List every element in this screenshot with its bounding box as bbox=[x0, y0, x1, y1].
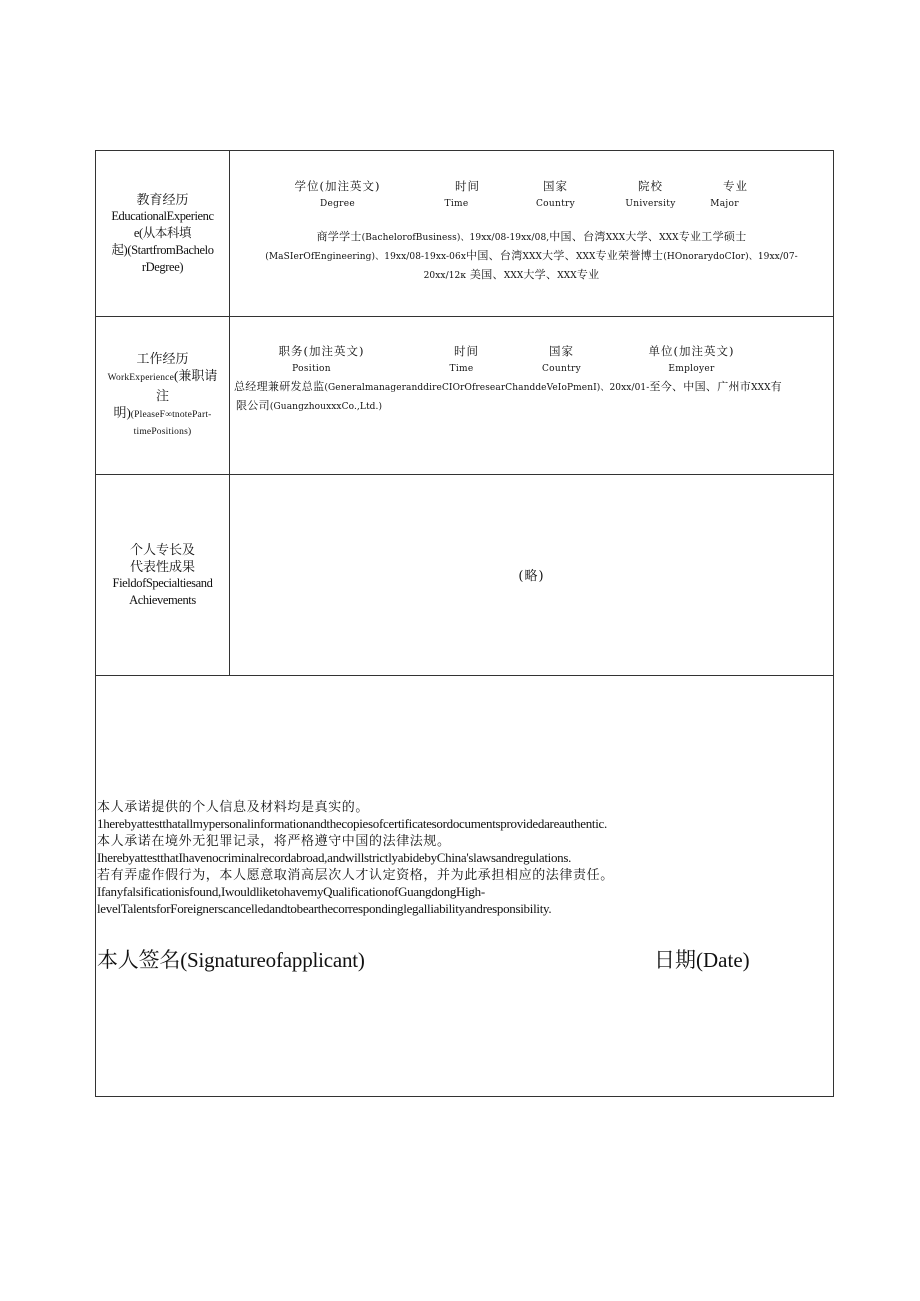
header-position: 职务(加注英文) Position bbox=[278, 344, 365, 374]
education-content bbox=[230, 151, 833, 316]
work-row bbox=[96, 317, 833, 475]
education-headers bbox=[230, 179, 833, 211]
education-label-en-3: 起)(StartfromBachelo bbox=[111, 243, 214, 257]
declaration-line: 若有弄虚作假行为，本人愿意取消高层次人才认定资格，并为此承担相应的法律责任。 bbox=[97, 867, 614, 882]
header-major: 专业 Major bbox=[710, 179, 748, 209]
declaration-row bbox=[96, 676, 833, 1096]
declaration-line: 本人承诺提供的个人信息及材料均是真实的。 bbox=[97, 799, 370, 814]
education-label bbox=[96, 151, 230, 316]
specialties-omitted: (略) bbox=[518, 569, 545, 584]
header-degree: 学位(加注英文) Degree bbox=[294, 179, 381, 209]
education-detail-line-3: 20xx/12κ 美国、XXX大学、XXX专业 bbox=[423, 268, 600, 281]
declaration-line: Ifanyfalsificationisfound,IwouldliketohavemyQualificationofGuangdongHigh- bbox=[97, 884, 485, 899]
work-label-cn: 工作经历 bbox=[136, 351, 189, 366]
work-headers bbox=[230, 344, 833, 376]
specialties-label-cn-1: 个人专长及 bbox=[129, 542, 195, 557]
signature-label: 本人签名(Signatureofapplicant) bbox=[97, 948, 365, 972]
date-label: 日期(Date) bbox=[654, 948, 750, 972]
header-country: 国家 Country bbox=[535, 179, 575, 209]
header-time: 时间 Time bbox=[444, 179, 480, 209]
work-label-line-3: 注 bbox=[155, 388, 169, 403]
specialties-label-en-1: FieldofSpecialtiesand bbox=[112, 576, 213, 590]
work-detail bbox=[234, 378, 829, 416]
specialties-label bbox=[96, 475, 230, 675]
education-detail-line-2: (MaSIerOfEngineering)、19xx/08-19xx-06x中国、台湾XXX大学、XXX专业荣誉博士(HOnorarydoCIor)、19xx/07- bbox=[265, 249, 798, 262]
work-label-line-4: 明)(PleaseF∞tnotePart- bbox=[113, 405, 212, 420]
work-label-line-2: WorkExperience(兼职请 bbox=[107, 368, 218, 383]
education-row bbox=[96, 151, 833, 317]
work-label bbox=[96, 317, 230, 474]
header-work-time: 时间 Time bbox=[449, 344, 479, 374]
specialties-row bbox=[96, 475, 833, 676]
work-content bbox=[230, 317, 833, 474]
work-detail-line-1: 总经理兼研发总监(GeneralmanageranddireCIOrOfresearChanddeVeIoPmenI)、20xx/01-至今、中国、广州市XXX有 bbox=[234, 380, 782, 393]
work-label-line-5: timePositions) bbox=[133, 427, 192, 437]
education-detail bbox=[230, 228, 833, 285]
application-form bbox=[95, 150, 834, 1097]
specialties-content bbox=[230, 475, 833, 675]
declaration-line: 1herebyattestthatallmypersonalinformationandthecopiesofcertificatesordocumentsprovidedareauthentic. bbox=[97, 816, 607, 831]
education-label-cn: 教育经历 bbox=[136, 192, 189, 207]
header-university: 院校 University bbox=[625, 179, 676, 209]
education-label-en-2: e(从本科填 bbox=[133, 226, 192, 240]
declaration-text bbox=[97, 798, 832, 917]
work-detail-line-2: 限公司(GuangzhouxxxCo.,Ltd.) bbox=[236, 399, 383, 412]
education-label-en-4: rDegree) bbox=[141, 260, 184, 274]
declaration-line: levelTalentsforForeignerscancelledandtobearthecorrespondinglegalliabilityandresponsibility. bbox=[97, 901, 552, 916]
declaration-line: 本人承诺在境外无犯罪记录，将严格遵守中国的法律法规。 bbox=[97, 833, 451, 848]
education-detail-line-1: 商学学士(BachelorofBusiness)、19xx/08-19xx/08,中国、台湾XXX大学、XXX专业工学硕士 bbox=[316, 230, 747, 243]
education-label-en-1: EducationalExperienc bbox=[111, 209, 214, 223]
specialties-label-cn-2: 代表性成果 bbox=[129, 559, 195, 574]
specialties-label-en-2: Achievements bbox=[129, 593, 196, 607]
header-work-country: 国家 Country bbox=[541, 344, 581, 374]
header-employer: 单位(加注英文) Employer bbox=[648, 344, 735, 374]
declaration-line: IherebyattestthatIhavenocriminalrecordabroad,andwillstrictlyabidebyChina'slawsandregulations. bbox=[97, 850, 572, 865]
